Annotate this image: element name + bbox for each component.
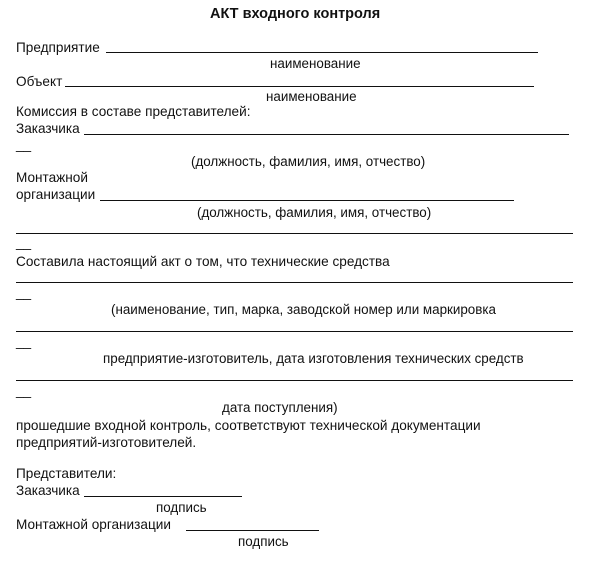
customer-field-line[interactable] xyxy=(84,134,569,135)
equipment-name-line[interactable] xyxy=(16,282,573,283)
installer-label-line2: организации xyxy=(16,187,96,202)
sign-customer-caption: подпись xyxy=(156,500,207,515)
enterprise-caption: наименование xyxy=(270,56,361,71)
document-title: АКТ входного контроля xyxy=(210,6,381,22)
sign-customer-label: Заказчика xyxy=(16,483,80,498)
sign-installer-label: Монтажной организации xyxy=(16,517,171,532)
enterprise-field-line[interactable] xyxy=(106,52,538,53)
sign-installer-caption: подпись xyxy=(238,534,289,549)
installer-field-line[interactable] xyxy=(100,200,514,201)
object-field-line[interactable] xyxy=(65,86,534,87)
sign-installer-line[interactable] xyxy=(186,530,319,531)
sign-customer-line[interactable] xyxy=(84,496,242,497)
customer-label: Заказчика xyxy=(16,121,80,136)
object-label: Объект xyxy=(16,74,63,89)
commission-label: Комиссия в составе представителей: xyxy=(16,104,251,119)
installer-caption: (должность, фамилия, имя, отчество) xyxy=(197,205,432,220)
installer-label-line1: Монтажной xyxy=(16,170,88,185)
equipment-name-caption: (наименование, тип, марка, заводской номер или маркировка xyxy=(111,302,496,317)
row1-dash: __ xyxy=(16,285,32,300)
row2-dash: __ xyxy=(16,334,32,349)
conclusion-line1: прошедшие входной контроль, соответствуют технической документации xyxy=(16,418,481,433)
customer-dash: __ xyxy=(16,137,32,152)
arrival-date-caption: дата поступления) xyxy=(222,400,338,415)
representatives-label: Представители: xyxy=(16,466,117,481)
installer-dash: __ xyxy=(16,235,32,250)
arrival-date-line[interactable] xyxy=(16,380,573,381)
installer-field-line-2[interactable] xyxy=(16,233,573,234)
enterprise-label: Предприятие xyxy=(16,40,100,55)
conclusion-line2: предприятий-изготовителей. xyxy=(16,435,197,450)
compiled-statement: Составила настоящий акт о том, что технические средства xyxy=(16,254,390,269)
row3-dash: __ xyxy=(16,383,32,398)
manufacturer-caption: предприятие-изготовитель, дата изготовления технических средств xyxy=(103,351,524,366)
object-caption: наименование xyxy=(266,89,357,104)
manufacturer-line[interactable] xyxy=(16,331,573,332)
customer-caption: (должность, фамилия, имя, отчество) xyxy=(191,154,426,169)
